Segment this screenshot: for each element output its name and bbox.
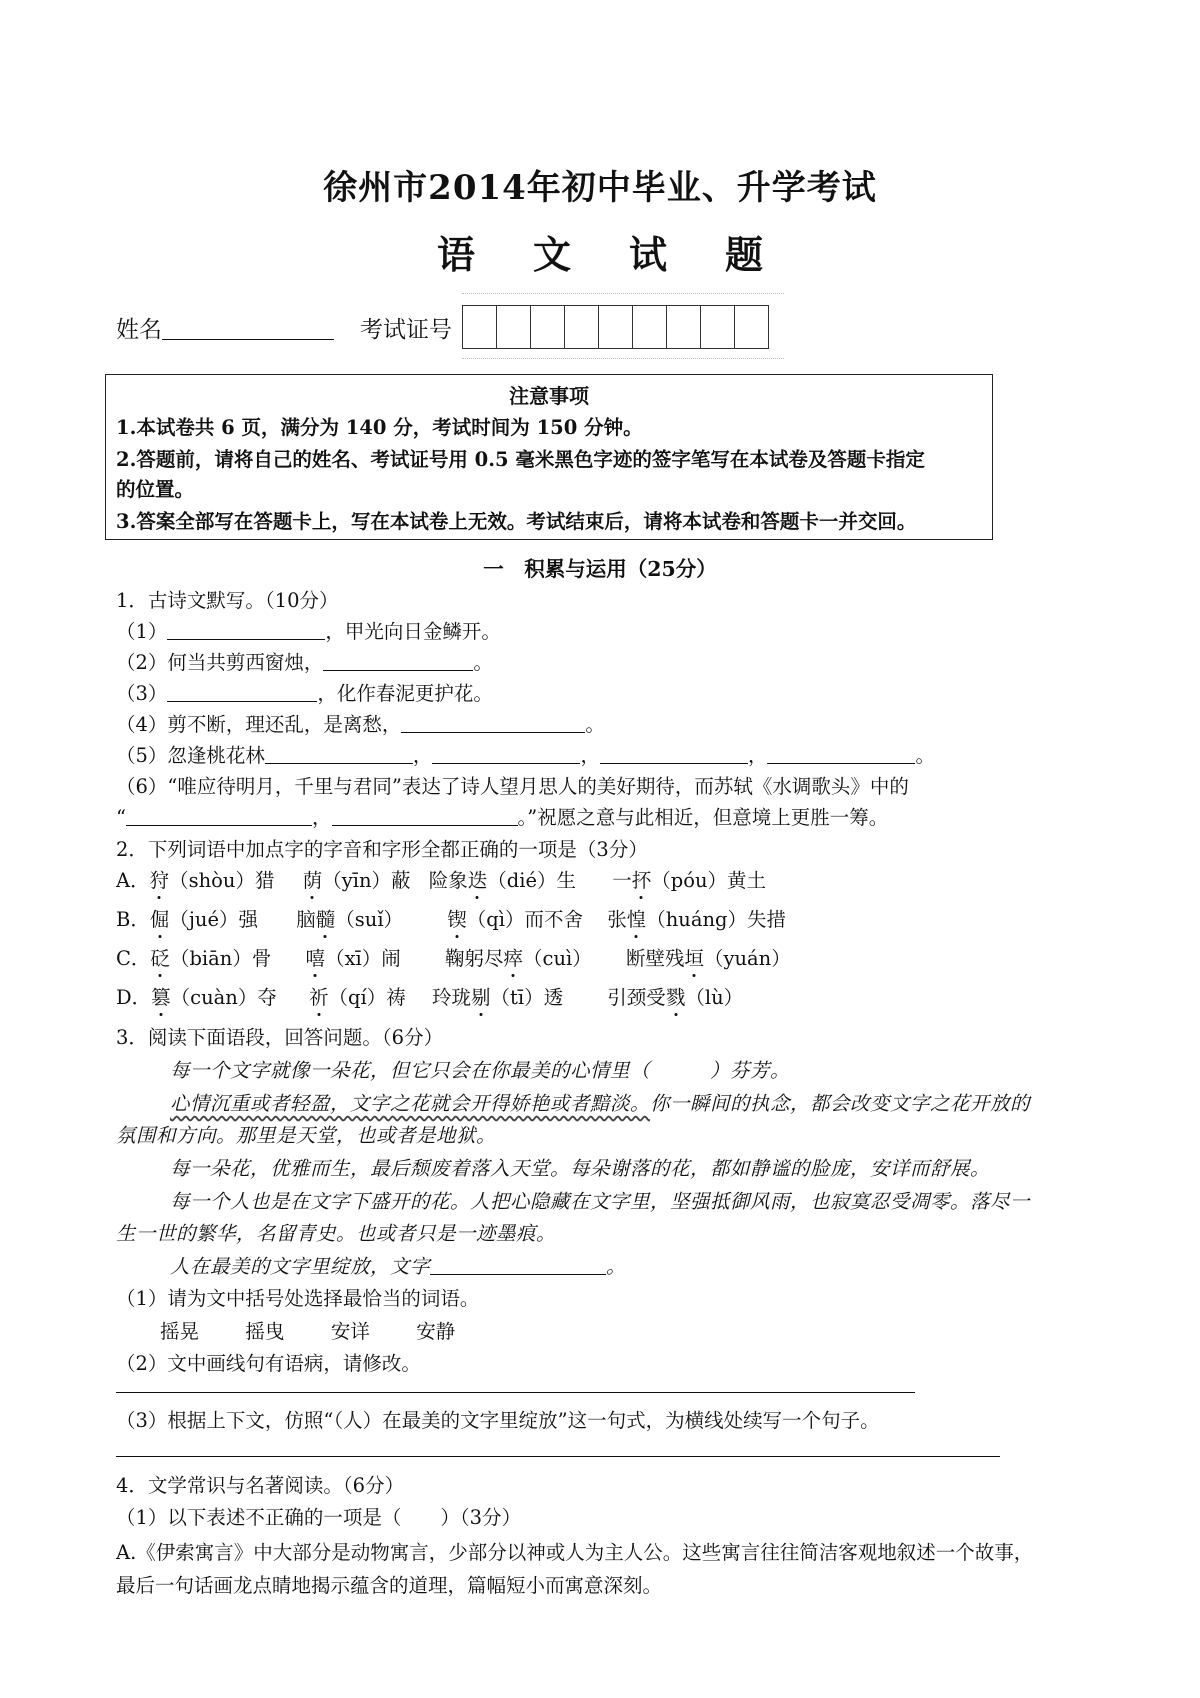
option-text: 鞠躬尽 — [445, 947, 504, 970]
q3-sub-2: （2）文中画线句有语病，请修改。 — [116, 1352, 421, 1375]
q3-passage-p4-cont: 生一世的繁华，名留青史。也或者只是一迹墨痕。 — [116, 1222, 557, 1245]
notice-line: 3.答案全部写在答题卡上，写在本试卷上无效。考试结束后，请将本试卷和答题卡一并交回。 — [116, 510, 917, 533]
name-field[interactable] — [162, 315, 334, 340]
option-text: （lù） — [685, 986, 744, 1009]
question-4-stem: 4．文学常识与名著阅读。（6分） — [116, 1474, 405, 1497]
option-text: 断壁残 — [625, 947, 685, 970]
option-text: （jué）强 — [169, 908, 259, 931]
notice-line: 的位置。 — [116, 478, 195, 501]
answer-line[interactable] — [116, 1392, 915, 1393]
dotted-char: 迭 — [467, 869, 488, 892]
q3-sub-3: （3）根据上下文，仿照“（人）在最美的文字里绽放”这一句式，为横线处续写一个句子。 — [116, 1409, 880, 1432]
dotted-char: 荫 — [302, 869, 323, 892]
choice-word[interactable]: 摇晃 — [160, 1320, 200, 1343]
option-text: （yuán） — [703, 947, 791, 970]
id-digit-box[interactable] — [565, 306, 599, 348]
notice-line: 1.本试卷共 6 页，满分为 140 分，考试时间为 150 分钟。 — [116, 416, 643, 439]
option-text: 引颈受 — [607, 986, 666, 1009]
question-2-stem: 2．下列词语中加点字的字音和字形全都正确的一项是（3分） — [116, 838, 648, 861]
id-digit-box[interactable] — [497, 306, 531, 348]
dotted-char: 戮 — [665, 986, 686, 1009]
option-text: 张 — [607, 908, 627, 931]
id-digit-box[interactable] — [599, 306, 633, 348]
id-digit-box[interactable] — [633, 306, 667, 348]
q1-item-5: （5）忽逢桃花林 ， ， ， 。 — [116, 744, 935, 767]
answer-blank[interactable] — [430, 1254, 606, 1275]
notice-line: 2.答题前，请将自己的姓名、考试证号用 0.5 毫米黑色字迹的签字笔写在本试卷及答题卡指定 — [116, 448, 925, 471]
id-digit-box[interactable] — [531, 306, 565, 348]
option-text: C． — [116, 947, 151, 970]
dotted-char: 髓 — [315, 908, 336, 931]
option-text: （tī）透 — [490, 986, 564, 1009]
q1-item-4: （4）剪不断，理还乱，是离愁， 。 — [116, 713, 605, 736]
dotted-char: 瘁 — [503, 947, 524, 970]
option-text: （dié）生 — [487, 869, 577, 892]
q1-item-6-line2: “ ， 。”祝愿之意与此相近，但意境上更胜一筹。 — [116, 806, 889, 829]
id-digit-box[interactable] — [735, 306, 768, 348]
id-digit-box[interactable] — [667, 306, 701, 348]
q1-item-3: （3） ，化作春泥更护花。 — [116, 682, 493, 705]
q3-passage-p2: 心情沉重或者轻盈，文字之花就会开得娇艳或者黯淡。你一瞬间的执念，都会改变文字之花开放的 — [170, 1092, 1031, 1115]
answer-blank[interactable] — [126, 805, 312, 826]
option-text: （shòu）猎 — [169, 869, 275, 892]
q3-passage-p5: 人在最美的文字里绽放，文字 。 — [170, 1255, 627, 1278]
answer-blank[interactable] — [600, 743, 748, 764]
q3-passage-p1: 每一个文字就像一朵花，但它只会在你最美的心情里（ ）芬芳。 — [170, 1059, 791, 1082]
answer-blank[interactable] — [323, 650, 473, 671]
id-box-top-guide — [462, 293, 784, 294]
dotted-char: 垣 — [684, 947, 704, 970]
dotted-char: 剔 — [471, 986, 491, 1009]
question-3-stem: 3．阅读下面语段，回答问题。（6分） — [116, 1026, 444, 1049]
answer-line[interactable] — [116, 1456, 1000, 1457]
option-text: （yīn）蔽 — [322, 869, 411, 892]
q4-sub-1: （1）以下表述不正确的一项是（ ）（3分） — [116, 1506, 522, 1529]
dotted-char: 砭 — [150, 947, 170, 970]
q3-passage-p2-cont: 氛围和方向。那里是天堂，也或者是地狱。 — [116, 1124, 497, 1147]
name-label: 姓名 — [116, 316, 162, 343]
option-text: D． — [116, 986, 152, 1009]
id-label: 考试证号 — [360, 316, 452, 343]
option-text: 脑 — [296, 908, 316, 931]
q1-item-6-line1: （6）“唯应待明月，千里与君同”表达了诗人望月思人的美好期待，而苏轼《水调歌头》中的 — [116, 775, 909, 798]
answer-blank[interactable] — [432, 743, 580, 764]
choice-word[interactable]: 安静 — [416, 1320, 456, 1343]
option-text: 玲珑 — [431, 986, 471, 1009]
q3-passage-p4: 每一个人也是在文字下盛开的花。人把心隐藏在文字里，坚强抵御风雨，也寂寞忍受凋零。落尽一 — [170, 1190, 1031, 1213]
answer-blank[interactable] — [401, 712, 585, 733]
dotted-char: 篡 — [151, 986, 171, 1009]
option-text: A． — [116, 869, 150, 892]
q3-sub-1: （1）请为文中括号处选择最恰当的词语。 — [116, 1287, 480, 1310]
choice-word[interactable]: 安详 — [330, 1320, 370, 1343]
q3-passage-p3: 每一朵花，优雅而生，最后颓废着落入天堂。每朵谢落的花，都如静谧的脸庞，安详而舒展。 — [170, 1157, 991, 1180]
q2-option-c — [116, 943, 791, 971]
exam-title: 徐州市2014年初中毕业、升学考试 — [323, 168, 877, 208]
underlined-sentence: 心情沉重或者轻盈，文字之花就会开得娇艳或者黯淡。 — [170, 1092, 651, 1115]
subject-title: 语文试题 — [436, 232, 821, 277]
section-title: 一 积累与运用（25分） — [483, 557, 717, 581]
candidate-info-row — [116, 305, 769, 349]
question-1-stem: 1．古诗文默写。（10分） — [116, 589, 339, 612]
option-text: （huáng）失措 — [646, 908, 787, 931]
id-box-bottom-guide — [462, 358, 784, 359]
option-text: （cuì） — [523, 947, 592, 970]
option-text: （suǐ） — [335, 908, 404, 931]
notice-title: 注意事项 — [509, 384, 589, 408]
option-text: （cuàn）夺 — [170, 986, 277, 1009]
option-text: （xī）闹 — [325, 947, 401, 970]
id-number-boxes[interactable] — [462, 305, 769, 349]
answer-blank[interactable] — [767, 743, 915, 764]
option-text: （biān）骨 — [169, 947, 272, 970]
id-digit-box[interactable] — [701, 306, 735, 348]
dotted-char: 祈 — [309, 986, 329, 1009]
answer-blank[interactable] — [265, 743, 413, 764]
dotted-char: 抔 — [631, 869, 652, 892]
q4-option-a-line2: 最后一句话画龙点睛地揭示蕴含的道理，篇幅短小而寓意深刻。 — [116, 1574, 663, 1597]
option-text: （póu）黄土 — [651, 869, 767, 892]
option-text: 险象 — [428, 869, 468, 892]
answer-blank[interactable] — [167, 681, 317, 702]
option-text: （qí）祷 — [328, 986, 406, 1009]
choice-word[interactable]: 摇曳 — [245, 1320, 285, 1343]
id-digit-box[interactable] — [463, 306, 497, 348]
answer-blank[interactable] — [167, 619, 325, 640]
option-text: B． — [116, 908, 150, 931]
dotted-char: 锲 — [447, 908, 467, 931]
dotted-char: 狩 — [149, 869, 170, 892]
q1-item-1: （1） ，甲光向日金鳞开。 — [116, 620, 501, 643]
dotted-char: 嘻 — [305, 947, 326, 970]
dotted-char: 惶 — [626, 908, 647, 931]
dotted-char: 倔 — [149, 908, 170, 931]
q4-option-a-line1: A.《伊索寓言》中大部分是动物寓言，少部分以神或人为主人公。这些寓言往往简洁客观地叙述一个故事， — [116, 1541, 1034, 1564]
q1-item-2: （2）何当共剪西窗烛， 。 — [116, 651, 493, 674]
q2-option-a — [116, 865, 766, 893]
q2-option-d — [116, 982, 743, 1010]
option-text: （qì）而不舍 — [466, 908, 584, 931]
option-text: 一 — [612, 869, 632, 892]
answer-blank[interactable] — [332, 805, 518, 826]
q2-option-b — [116, 904, 786, 932]
notice-box — [105, 374, 993, 540]
q3-word-choices — [160, 1316, 455, 1344]
